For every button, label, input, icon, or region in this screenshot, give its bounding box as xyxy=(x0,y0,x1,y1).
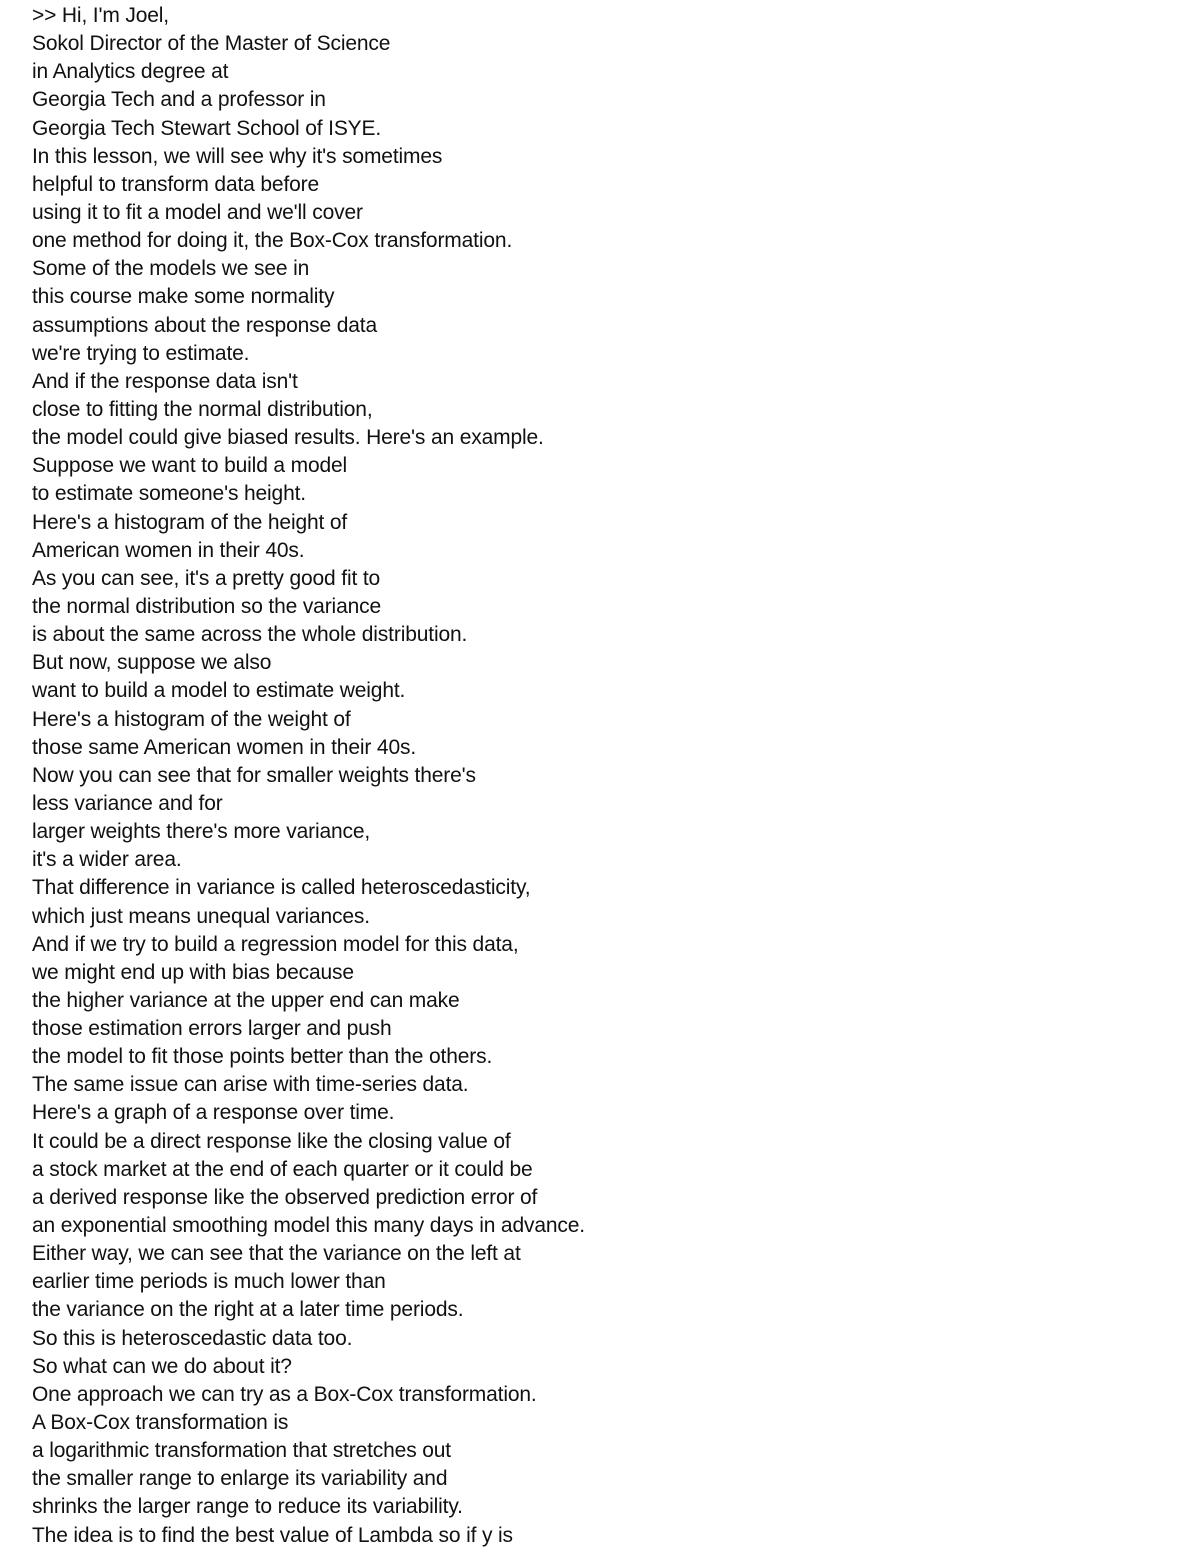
transcript-line: an exponential smoothing model this many days in advance. xyxy=(32,1214,585,1238)
transcript-line: a logarithmic transformation that stretches out xyxy=(32,1439,451,1463)
transcript-line: earlier time periods is much lower than xyxy=(32,1270,386,1294)
transcript-line: Some of the models we see in xyxy=(32,257,310,281)
transcript-line: those same American women in their 40s. xyxy=(32,735,417,759)
transcript-line: larger weights there's more variance, xyxy=(32,820,371,844)
transcript-line: Georgia Tech Stewart School of ISYE. xyxy=(32,116,382,140)
transcript-line: Suppose we want to build a model xyxy=(32,454,348,478)
transcript-line: helpful to transform data before xyxy=(32,172,320,196)
transcript-line: >> Hi, I'm Joel, xyxy=(32,4,169,27)
transcript-line: the normal distribution so the variance xyxy=(32,594,382,618)
transcript-line: this course make some normality xyxy=(32,285,335,309)
transcript-text xyxy=(32,2,585,1550)
transcript-line: As you can see, it's a pretty good fit to xyxy=(32,566,381,590)
transcript-line: So what can we do about it? xyxy=(32,1354,292,1378)
transcript-line: So this is heteroscedastic data too. xyxy=(32,1326,353,1350)
transcript-line: In this lesson, we will see why it's sometimes xyxy=(32,144,443,168)
transcript-line: is about the same across the whole distribution. xyxy=(32,623,468,647)
transcript-line: The idea is to find the best value of Lambda so if y is xyxy=(32,1523,513,1547)
transcript-line: the model to fit those points better than the others. xyxy=(32,1045,493,1069)
transcript-line: want to build a model to estimate weight. xyxy=(32,679,406,703)
transcript-line: The same issue can arise with time-series data. xyxy=(32,1073,469,1097)
transcript-line: the variance on the right at a later time periods. xyxy=(32,1298,464,1322)
transcript-line: we're trying to estimate. xyxy=(32,341,250,365)
transcript-line: Here's a histogram of the height of xyxy=(32,510,348,534)
transcript-line: it's a wider area. xyxy=(32,848,182,872)
transcript-line: Georgia Tech and a professor in xyxy=(32,88,326,112)
transcript-line: a derived response like the observed prediction error of xyxy=(32,1185,538,1209)
transcript-line: Here's a graph of a response over time. xyxy=(32,1101,395,1125)
transcript-line: Now you can see that for smaller weights there's xyxy=(32,763,476,787)
transcript-line: But now, suppose we also xyxy=(32,651,272,675)
transcript-line: in Analytics degree at xyxy=(32,60,229,84)
transcript-line: That difference in variance is called heteroscedasticity, xyxy=(32,876,531,900)
transcript-line: using it to fit a model and we'll cover xyxy=(32,200,363,224)
transcript-line: which just means unequal variances. xyxy=(32,904,370,928)
transcript-line: the higher variance at the upper end can make xyxy=(32,988,460,1012)
transcript-line: American women in their 40s. xyxy=(32,538,305,562)
transcript-line: the model could give biased results. Here's an example. xyxy=(32,426,544,450)
transcript-line: And if we try to build a regression model for this data, xyxy=(32,932,519,956)
transcript-line: we might end up with bias because xyxy=(32,960,354,984)
transcript-line: And if the response data isn't xyxy=(32,369,298,393)
transcript-line: It could be a direct response like the closing value of xyxy=(32,1129,511,1153)
transcript-line: those estimation errors larger and push xyxy=(32,1017,392,1041)
transcript-line: shrinks the larger range to reduce its variability. xyxy=(32,1495,463,1519)
transcript-line: the smaller range to enlarge its variability and xyxy=(32,1467,448,1491)
transcript-line: Here's a histogram of the weight of xyxy=(32,707,351,731)
transcript-line: Either way, we can see that the variance on the left at xyxy=(32,1242,521,1266)
transcript-line: One approach we can try as a Box-Cox transformation. xyxy=(32,1382,537,1406)
transcript-line: Sokol Director of the Master of Science xyxy=(32,32,391,56)
transcript-line: less variance and for xyxy=(32,791,223,815)
transcript-line: one method for doing it, the Box-Cox transformation. xyxy=(32,229,513,253)
transcript-line: a stock market at the end of each quarter or it could be xyxy=(32,1157,533,1181)
transcript-line: A Box-Cox transformation is xyxy=(32,1411,289,1435)
transcript-line: to estimate someone's height. xyxy=(32,482,306,506)
transcript-line: close to fitting the normal distribution, xyxy=(32,397,373,421)
transcript-line: assumptions about the response data xyxy=(32,313,377,337)
